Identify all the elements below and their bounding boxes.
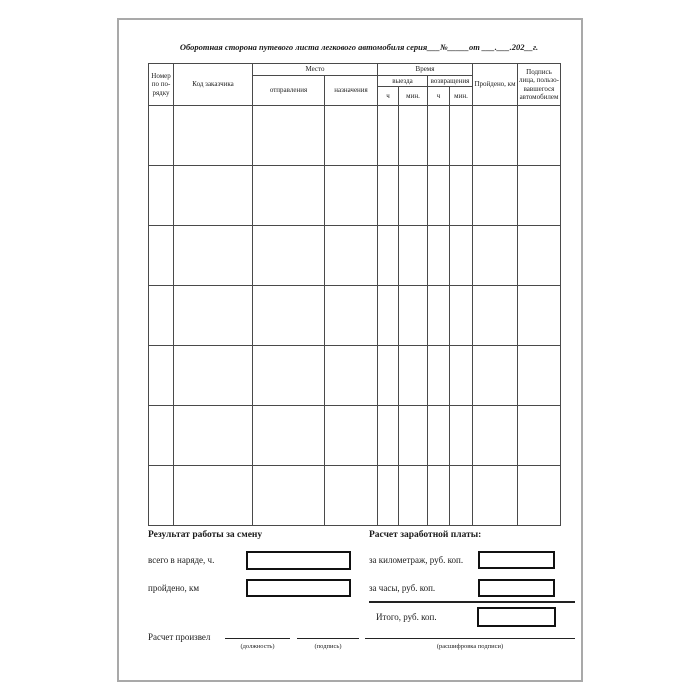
- per-kilometrage-box: [478, 551, 555, 569]
- header-time-group: Время: [378, 64, 473, 76]
- empty-cell: [518, 406, 561, 466]
- signature-caption: (подпись): [314, 643, 342, 650]
- signature-transcript-caption: (расшифровка подписи): [436, 643, 504, 650]
- header-hours-out: ч: [378, 87, 399, 106]
- empty-cell: [174, 406, 253, 466]
- empty-cell: [428, 106, 450, 166]
- table-row: [149, 226, 561, 286]
- empty-cell: [149, 226, 174, 286]
- header-distance: Пройдено, км: [473, 64, 518, 106]
- empty-cell: [378, 466, 399, 526]
- empty-cell: [399, 406, 428, 466]
- empty-cell: [428, 406, 450, 466]
- table-body: [149, 106, 561, 526]
- empty-cell: [174, 166, 253, 226]
- empty-cell: [174, 286, 253, 346]
- distance-driven-box: [246, 579, 351, 597]
- empty-cell: [428, 166, 450, 226]
- empty-cell: [149, 286, 174, 346]
- empty-cell: [450, 166, 473, 226]
- signature-transcript-line: [365, 620, 575, 639]
- header-time-out: выезда: [378, 76, 428, 87]
- empty-cell: [473, 286, 518, 346]
- table-row: [149, 346, 561, 406]
- empty-cell: [253, 226, 325, 286]
- empty-cell: [428, 226, 450, 286]
- empty-cell: [325, 286, 378, 346]
- header-number: Номер по по-рядку: [149, 64, 174, 106]
- per-kilometrage-label: за километраж, руб. коп.: [369, 555, 464, 565]
- header-place-group: Место: [253, 64, 378, 76]
- empty-cell: [325, 346, 378, 406]
- empty-cell: [253, 166, 325, 226]
- empty-cell: [253, 346, 325, 406]
- empty-cell: [450, 406, 473, 466]
- empty-cell: [518, 346, 561, 406]
- header-departure-place: отправления: [253, 76, 325, 106]
- empty-cell: [378, 106, 399, 166]
- table-row: [149, 166, 561, 226]
- empty-cell: [174, 346, 253, 406]
- empty-cell: [378, 346, 399, 406]
- empty-cell: [378, 406, 399, 466]
- total-on-duty-box: [246, 551, 351, 570]
- empty-cell: [518, 466, 561, 526]
- empty-cell: [399, 286, 428, 346]
- results-heading: Результат работы за смену: [148, 530, 263, 540]
- empty-cell: [253, 406, 325, 466]
- empty-cell: [399, 226, 428, 286]
- total-sum-label: Итого, руб. коп.: [376, 612, 437, 622]
- empty-cell: [473, 406, 518, 466]
- empty-cell: [253, 466, 325, 526]
- empty-cell: [325, 406, 378, 466]
- header-customer-code: Код заказчика: [174, 64, 253, 106]
- empty-cell: [428, 466, 450, 526]
- empty-cell: [399, 346, 428, 406]
- header-signature: Подпись лица, пользо-вавшегося автомобилем: [518, 64, 561, 106]
- empty-cell: [325, 226, 378, 286]
- prepared-by-label: Расчет произвел: [148, 632, 211, 642]
- header-minutes-out: мин.: [399, 87, 428, 106]
- empty-cell: [149, 166, 174, 226]
- per-hours-box: [478, 579, 555, 597]
- totals-divider: [369, 601, 575, 603]
- empty-cell: [399, 466, 428, 526]
- empty-cell: [450, 226, 473, 286]
- per-hours-label: за часы, руб. коп.: [369, 583, 436, 593]
- empty-cell: [149, 346, 174, 406]
- empty-cell: [174, 106, 253, 166]
- empty-cell: [378, 286, 399, 346]
- empty-cell: [518, 286, 561, 346]
- empty-cell: [518, 226, 561, 286]
- header-destination-place: назначения: [325, 76, 378, 106]
- empty-cell: [450, 466, 473, 526]
- empty-cell: [518, 166, 561, 226]
- empty-cell: [325, 166, 378, 226]
- header-minutes-back: мин.: [450, 87, 473, 106]
- empty-cell: [473, 106, 518, 166]
- position-caption: (должность): [240, 643, 275, 650]
- empty-cell: [473, 226, 518, 286]
- header-time-back: возвращения: [428, 76, 473, 87]
- empty-cell: [399, 106, 428, 166]
- empty-cell: [428, 286, 450, 346]
- empty-cell: [473, 466, 518, 526]
- salary-heading: Расчет заработной платы:: [369, 530, 482, 540]
- table-row: [149, 286, 561, 346]
- distance-driven-label: пройдено, км: [148, 583, 200, 593]
- empty-cell: [473, 166, 518, 226]
- empty-cell: [325, 106, 378, 166]
- empty-cell: [174, 226, 253, 286]
- empty-cell: [473, 346, 518, 406]
- table-row: [149, 406, 561, 466]
- table-header: [149, 64, 561, 106]
- empty-cell: [253, 106, 325, 166]
- form-page: [117, 18, 583, 682]
- position-signature-line: [225, 620, 290, 639]
- empty-cell: [428, 346, 450, 406]
- empty-cell: [149, 466, 174, 526]
- empty-cell: [149, 406, 174, 466]
- header-hours-back: ч: [428, 87, 450, 106]
- empty-cell: [450, 106, 473, 166]
- empty-cell: [378, 166, 399, 226]
- empty-cell: [253, 286, 325, 346]
- empty-cell: [450, 286, 473, 346]
- empty-cell: [399, 166, 428, 226]
- total-on-duty-label: всего в наряде, ч.: [148, 555, 215, 565]
- trips-table: [148, 63, 561, 526]
- table-row: [149, 106, 561, 166]
- empty-cell: [378, 226, 399, 286]
- form-title: Оборотная сторона путевого листа легкового автомобиля серия___№_____от ___.___.202__г.: [179, 42, 539, 52]
- signature-line: [297, 620, 359, 639]
- empty-cell: [149, 106, 174, 166]
- empty-cell: [518, 106, 561, 166]
- empty-cell: [450, 346, 473, 406]
- empty-cell: [325, 466, 378, 526]
- table-row: [149, 466, 561, 526]
- empty-cell: [174, 466, 253, 526]
